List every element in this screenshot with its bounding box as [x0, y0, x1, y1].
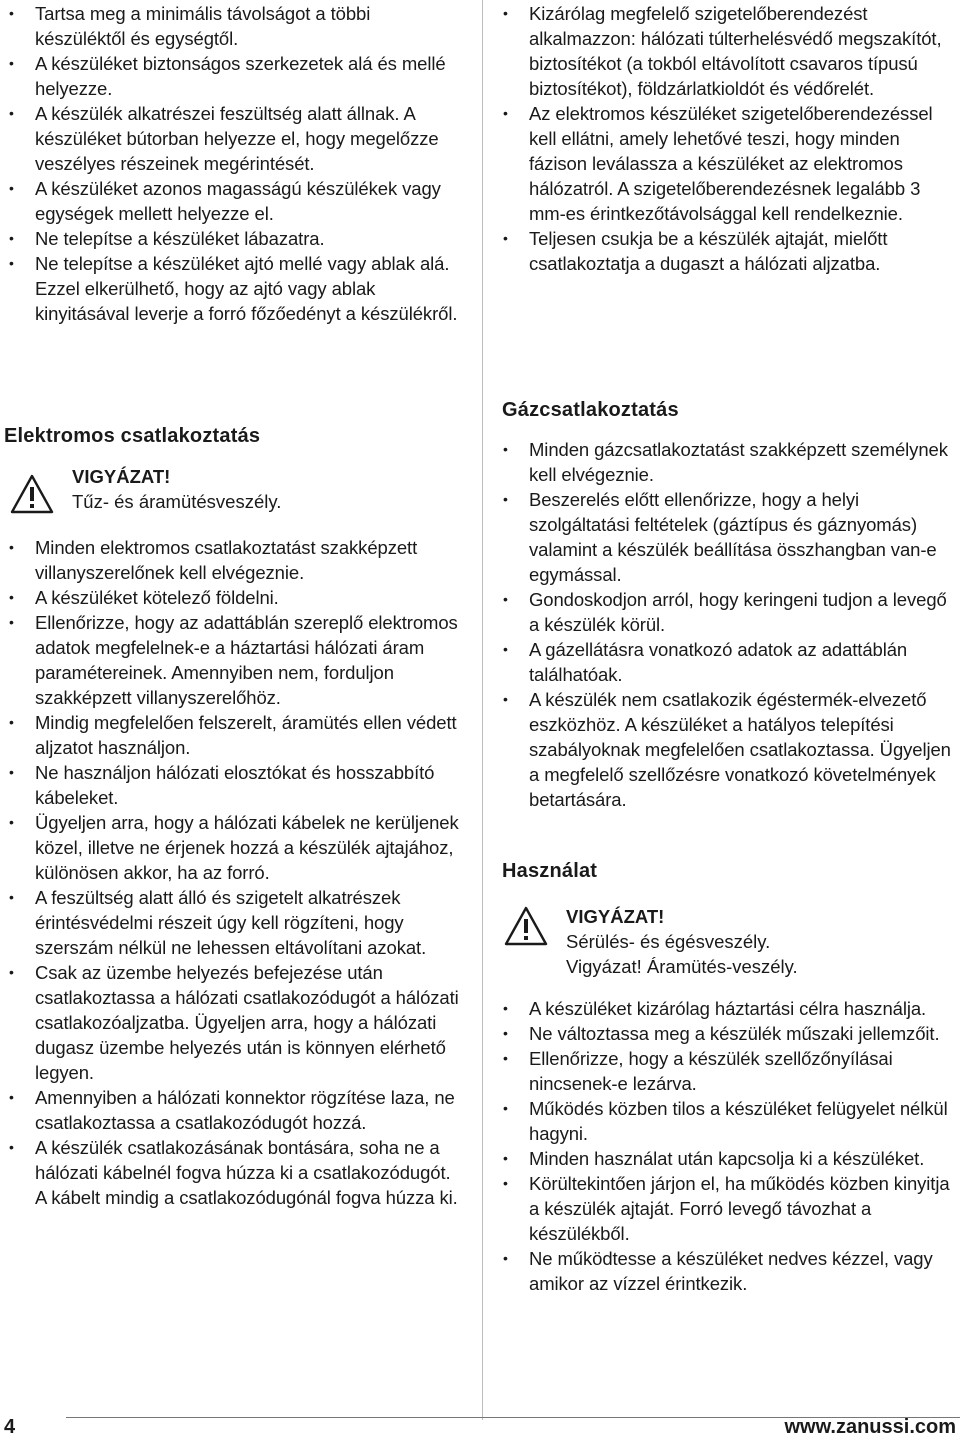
list-item: • A készülék alkatrészei feszültség alatt állnak. A készüléket bútorban helyezze el, hogy megelőzze veszélyes részeinek megérintését. [9, 103, 439, 174]
electric-list [8, 535, 464, 1210]
list-item-text: Beszerelés előtt ellenőrizze, hogy a helyi szolgáltatási feltételek (gáztípus és gáznyomás) valamint a készülék beállítása összhangban van-e egymással. [529, 489, 937, 585]
list-item-text: Minden elektromos csatlakoztatást szakképzett villanyszerelőnek kell elvégeznie. [35, 537, 418, 583]
list-item-text: Ne telepítse a készüléket ajtó mellé vagy ablak alá. Ezzel elkerülhető, hogy az ajtó vagy ablak kinyitásával leverje a forró főzőedényt a készülékről. [35, 253, 458, 324]
list-item-text: Amennyiben a hálózati konnektor rögzítése laza, ne csatlakoztassa a csatlakozódugót hozzá. [35, 1087, 455, 1133]
list-item: • Tartsa meg a minimális távolságot a többi készüléktől és egységtől. [9, 3, 371, 49]
list-item: • Körültekintően járjon el, ha működés közben kinyitja a készülék ajtaját. Forró levegő távozhat a készülékből. [503, 1173, 950, 1244]
list-item-text: Az elektromos készüléket szigetelőberendezéssel kell ellátni, amely lehetővé teszi, hogy minden fázison leválassza a készüléket az elektromos hálózatról. A szigetelőberendezésnek legalább 3 mm-es érintkezőtávolsággal kell rendelkeznie. [529, 103, 933, 224]
list-item: • Ne működtesse a készüléket nedves kézzel, vagy amikor az vízzel érintkezik. [503, 1248, 933, 1294]
list-item-text: A készülék csatlakozásának bontására, soha ne a hálózati kábelnél fogva húzza ki a csatlakozódugót. A kábelt mindig a csatlakozódugónál fogva húzza ki. [35, 1137, 458, 1208]
list-item-text: Ellenőrizze, hogy a készülék szellőzőnyílásai nincsenek-e lezárva. [529, 1048, 893, 1094]
list-item-text: Ne változtassa meg a készülék műszaki jellemzőit. [529, 1023, 940, 1044]
list-item: • A készüléket biztonságos szerkezetek alá és mellé helyezze. [9, 53, 446, 99]
list-item: • Mindig megfelelően felszerelt, áramütés ellen védett aljzatot használjon. [9, 712, 457, 758]
page-number: 4 [4, 1416, 16, 1438]
list-item-text: Ne használjon hálózati elosztókat és hosszabbító kábeleket. [35, 762, 435, 808]
use-heading: Használat [502, 860, 598, 882]
electric-warning [8, 462, 464, 522]
list-item-text: Tartsa meg a minimális távolságot a többi készüléktől és egységtől. [35, 3, 371, 49]
list-item: • Ne használjon hálózati elosztókat és hosszabbító kábeleket. [9, 762, 435, 808]
list-item-text: Ne működtesse a készüléket nedves kézzel, vagy amikor az vízzel érintkezik. [529, 1248, 933, 1294]
warning-line: Sérülés- és égésveszély. [566, 931, 771, 952]
list-item: • Csak az üzembe helyezés befejezése után csatlakoztassa a hálózati csatlakozódugót a hálózati csatlakozóaljzatba. Ügyeljen arra, hogy a hálózati dugasz üzembe helyezés után is könnyen elérhető legyen. [9, 962, 459, 1083]
warning-title: VIGYÁZAT! [72, 466, 171, 487]
column-divider [482, 0, 483, 1420]
list-item-text: A gázellátásra vonatkozó adatok az adattáblán találhatóak. [529, 639, 908, 685]
list-item: • A készüléket kötelező földelni. [9, 587, 279, 608]
list-item: • Teljesen csukja be a készülék ajtaját, mielőtt csatlakoztatja a dugaszt a hálózati aljzatba. [503, 228, 888, 274]
list-item-text: Mindig megfelelően felszerelt, áramütés ellen védett aljzatot használjon. [35, 712, 457, 758]
list-item-text: Minden gázcsatlakoztatást szakképzett személynek kell elvégeznie. [529, 439, 948, 485]
warning-line: Vigyázat! Áramütés-veszély. [566, 956, 798, 977]
warning-text [566, 904, 798, 979]
list-item: • Az elektromos készüléket szigetelőberendezéssel kell ellátni, amely lehetővé teszi, hogy minden fázison leválassza a készüléket az elektromos hálózatról. A szigetelőberendezésnek legalább 3 mm-es érintkezőtávolsággal kell rendelkeznie. [503, 103, 933, 224]
list-item-text: Teljesen csukja be a készülék ajtaját, mielőtt csatlakoztatja a dugaszt a hálózati aljzatba. [529, 228, 888, 274]
list-item: • A készüléket azonos magasságú készülékek vagy egységek mellett helyezze el. [9, 178, 441, 224]
electric-heading: Elektromos csatlakoztatás [4, 425, 261, 447]
intro-list [8, 1, 464, 326]
list-item-text: Ügyeljen arra, hogy a hálózati kábelek ne kerüljenek közel, illetve ne érjenek hozzá a készülék ajtajához, különösen akkor, ha az forró. [35, 812, 459, 883]
website-link[interactable]: www.zanussi.com [784, 1416, 956, 1438]
list-item: • Beszerelés előtt ellenőrizze, hogy a helyi szolgáltatási feltételek (gáztípus és gáznyomás) valamint a készülék beállítása összhangban van-e egymással. [503, 489, 937, 585]
use-list [502, 996, 954, 1296]
list-item: • A készüléket kizárólag háztartási célra használja. [503, 998, 927, 1019]
list-item-text: A készüléket kötelező földelni. [35, 587, 279, 608]
list-item-text: A feszültség alatt álló és szigetelt alkatrészek érintésvédelmi részeit úgy kell rögzíteni, hogy szerszám nélkül ne lehessen eltávolítani azokat. [35, 887, 427, 958]
list-item: • Működés közben tilos a készüléket felügyelet nélkül hagyni. [503, 1098, 948, 1144]
list-item: • Ügyeljen arra, hogy a hálózati kábelek ne kerüljenek közel, illetve ne érjenek hozzá a készülék ajtajához, különösen akkor, ha az forró. [9, 812, 459, 883]
list-item-text: Ellenőrizze, hogy az adattáblán szereplő elektromos adatok megfelelnek-e a háztartási hálózati áram paramétereinek. Amennyiben nem, forduljon szakképzett villanyszerelőhöz. [35, 612, 458, 708]
list-item: • A gázellátásra vonatkozó adatok az adattáblán találhatóak. [503, 639, 908, 685]
list-item-text: A készüléket azonos magasságú készülékek vagy egységek mellett helyezze el. [35, 178, 441, 224]
list-item: • Minden elektromos csatlakoztatást szakképzett villanyszerelőnek kell elvégeznie. [9, 537, 418, 583]
list-item: • A készülék nem csatlakozik égéstermék-elvezető eszközhöz. A készüléket a hatályos telepítési szabályoknak megfelelően csatlakoztassa. Ügyeljen a megfelelő szellőzésre vonatkozó követelmények betartására. [503, 689, 951, 810]
list-item-text: A készülék alkatrészei feszültség alatt állnak. A készüléket bútorban helyezze el, hogy megelőzze veszélyes részeinek megérintését. [35, 103, 439, 174]
list-item: • Ne változtassa meg a készülék műszaki jellemzőit. [503, 1023, 940, 1044]
warning-icon [504, 906, 548, 946]
list-item: • Ellenőrizze, hogy a készülék szellőzőnyílásai nincsenek-e lezárva. [503, 1048, 893, 1094]
list-item-text: A készüléket biztonságos szerkezetek alá és mellé helyezze. [35, 53, 446, 99]
list-item: • Ne telepítse a készüléket ajtó mellé vagy ablak alá. Ezzel elkerülhető, hogy az ajtó vagy ablak kinyitásával leverje a forró főzőedényt a készülékről. [9, 253, 458, 324]
list-item-text: A készüléket kizárólag háztartási célra használja. [529, 998, 927, 1019]
warning-line: Tűz- és áramütésveszély. [72, 491, 282, 512]
list-item: • Minden használat után kapcsolja ki a készüléket. [503, 1148, 925, 1169]
list-item-text: Csak az üzembe helyezés befejezése után csatlakoztassa a hálózati csatlakozódugót a hálózati csatlakozóaljzatba. Ügyeljen arra, hogy a hálózati dugasz üzembe helyezés után is könnyen elérhető legyen. [35, 962, 459, 1083]
list-item: • Ellenőrizze, hogy az adattáblán szereplő elektromos adatok megfelelnek-e a háztartási hálózati áram paramétereinek. Amennyiben nem, forduljon szakképzett villanyszerelőhöz. [9, 612, 458, 708]
warning-text [72, 464, 281, 514]
list-item: • Gondoskodjon arról, hogy keringeni tudjon a levegő a készülék körül. [503, 589, 947, 635]
list-item-text: Körültekintően járjon el, ha működés közben kinyitja a készülék ajtaját. Forró levegő távozhat a készülékből. [529, 1173, 950, 1244]
list-item-text: Ne telepítse a készüléket lábazatra. [35, 228, 325, 249]
list-item-text: Működés közben tilos a készüléket felügyelet nélkül hagyni. [529, 1098, 948, 1144]
use-warning [502, 904, 954, 980]
list-item: • Minden gázcsatlakoztatást szakképzett személynek kell elvégeznie. [503, 439, 948, 485]
list-item: • Ne telepítse a készüléket lábazatra. [9, 228, 325, 249]
isolation-list [502, 1, 954, 276]
list-item: • A készülék csatlakozásának bontására, soha ne a hálózati kábelnél fogva húzza ki a csatlakozódugót. A kábelt mindig a csatlakozódugónál fogva húzza ki. [9, 1137, 458, 1208]
list-item: • A feszültség alatt álló és szigetelt alkatrészek érintésvédelmi részeit úgy kell rögzíteni, hogy szerszám nélkül ne lehessen eltávolítani azokat. [9, 887, 427, 958]
list-item-text: Minden használat után kapcsolja ki a készüléket. [529, 1148, 925, 1169]
list-item-text: A készülék nem csatlakozik égéstermék-elvezető eszközhöz. A készüléket a hatályos telepítési szabályoknak megfelelően csatlakoztassa. Ügyeljen a megfelelő szellőzésre vonatkozó követelmények betartására. [529, 689, 951, 810]
warning-icon [10, 474, 54, 514]
list-item-text: Gondoskodjon arról, hogy keringeni tudjon a levegő a készülék körül. [529, 589, 947, 635]
gas-heading: Gázcsatlakoztatás [502, 399, 679, 421]
list-item: • Amennyiben a hálózati konnektor rögzítése laza, ne csatlakoztassa a csatlakozódugót hozzá. [9, 1087, 455, 1133]
list-item-text: Kizárólag megfelelő szigetelőberendezést alkalmazzon: hálózati túlterhelésvédő megszakítót, biztosítékot (a tokból eltávolított csavaros típusú biztosítékot), földzárlatkioldót és védőrelét. [529, 3, 942, 99]
gas-list [502, 437, 954, 812]
list-item: • Kizárólag megfelelő szigetelőberendezést alkalmazzon: hálózati túlterhelésvédő megszakítót, biztosítékot (a tokból eltávolított csavaros típusú biztosítékot), földzárlatkioldót és védőrelét. [503, 3, 942, 99]
warning-title: VIGYÁZAT! [566, 906, 665, 927]
